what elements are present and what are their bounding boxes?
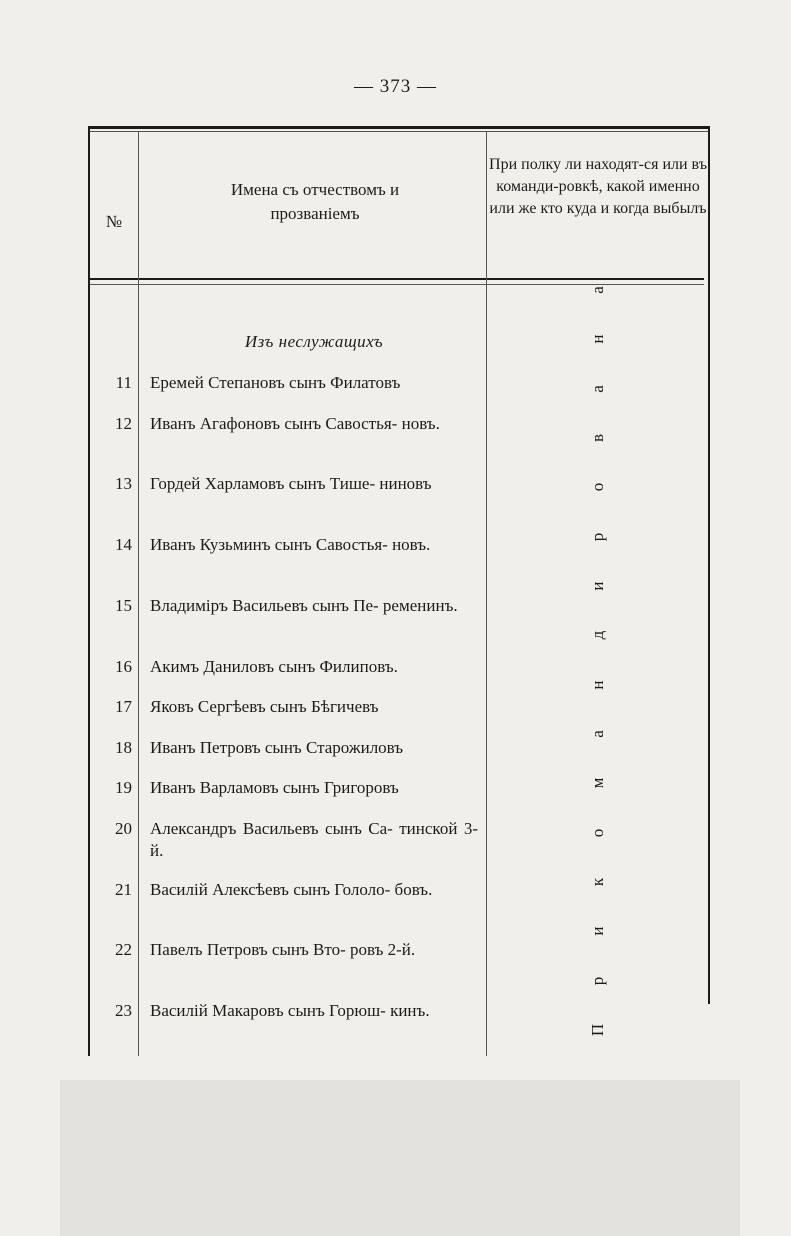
- row-name: Василій Макаровъ сынъ Горюш- кинъ.: [150, 1001, 430, 1020]
- header-bottom-rule: [88, 278, 704, 280]
- row-number: 23: [115, 1001, 132, 1020]
- row-name: Александръ Васильевъ сынъ Са- тинской 3-й.: [150, 819, 478, 860]
- vertical-letter: д: [588, 631, 607, 640]
- vertical-letter: о: [588, 483, 607, 492]
- row-name: Павелъ Петровъ сынъ Вто- ровъ 2-й.: [150, 940, 416, 959]
- scan-background: [60, 1080, 740, 1236]
- row-number: 14: [115, 535, 132, 554]
- col-divider-1: [138, 132, 139, 1056]
- vertical-letter: а: [588, 384, 607, 393]
- table-top-rule-thin: [88, 131, 710, 132]
- row-number: 16: [115, 657, 132, 676]
- header-names: Имена съ отчествомъ и прозваніемъ: [230, 180, 400, 223]
- vertical-letter: р: [588, 976, 607, 985]
- vertical-letter: н: [588, 334, 607, 344]
- row-name: Акимъ Даниловъ сынъ Филиповъ.: [150, 657, 398, 676]
- row-number: 22: [115, 940, 132, 959]
- header-status: При полку ли находят-ся или въ команди-ровкѣ, какой именно или же кто куда и когда выбылъ: [489, 156, 707, 217]
- row-name: Василій Алексѣевъ сынъ Гололо- бовъ.: [150, 880, 433, 899]
- right-border: [708, 126, 710, 1004]
- row-name: Иванъ Агафоновъ сынъ Савостья- новъ.: [150, 414, 440, 433]
- left-border: [88, 126, 90, 1056]
- vertical-letter: и: [588, 926, 607, 936]
- row-name: Иванъ Кузьминъ сынъ Савостья- новъ.: [150, 535, 431, 554]
- vertical-letter: к: [588, 877, 607, 887]
- vertical-letter: а: [588, 286, 607, 294]
- vertical-letter: П: [588, 1023, 607, 1037]
- row-number: 20: [115, 819, 132, 838]
- page-number: — 373 —: [354, 76, 437, 97]
- row-name: Иванъ Петровъ сынъ Старожиловъ: [150, 738, 404, 757]
- row-name: Гордей Харламовъ сынъ Тише- ниновъ: [150, 474, 432, 493]
- vertical-letter: н: [588, 680, 607, 690]
- row-name: Еремей Степановъ сынъ Филатовъ: [150, 373, 401, 392]
- table-top-rule: [88, 126, 710, 129]
- row-number: 13: [115, 474, 132, 493]
- section-label: Изъ неслужащихъ: [244, 332, 384, 351]
- header-number: №: [105, 212, 123, 231]
- row-number: 21: [115, 880, 132, 899]
- vertical-letter: м: [588, 777, 607, 789]
- row-number: 15: [115, 596, 132, 615]
- row-name: Яковъ Сергѣевъ сынъ Бѣгичевъ: [150, 697, 379, 716]
- vertical-letter: о: [588, 828, 607, 837]
- row-number: 12: [115, 414, 132, 433]
- row-number: 19: [115, 778, 132, 797]
- vertical-letter: и: [588, 581, 607, 591]
- row-number: 17: [115, 697, 132, 716]
- vertical-letter: р: [588, 532, 607, 541]
- col-divider-2: [486, 132, 487, 1056]
- row-number: 11: [115, 373, 132, 392]
- vertical-letter: в: [588, 433, 607, 443]
- row-number: 18: [115, 738, 132, 757]
- row-name: Владиміръ Васильевъ сынъ Пе- ременинъ.: [150, 596, 458, 615]
- vertical-letter: а: [588, 730, 607, 738]
- header-bottom-rule-thin: [88, 284, 704, 285]
- row-name: Иванъ Варламовъ сынъ Григоровъ: [150, 778, 399, 797]
